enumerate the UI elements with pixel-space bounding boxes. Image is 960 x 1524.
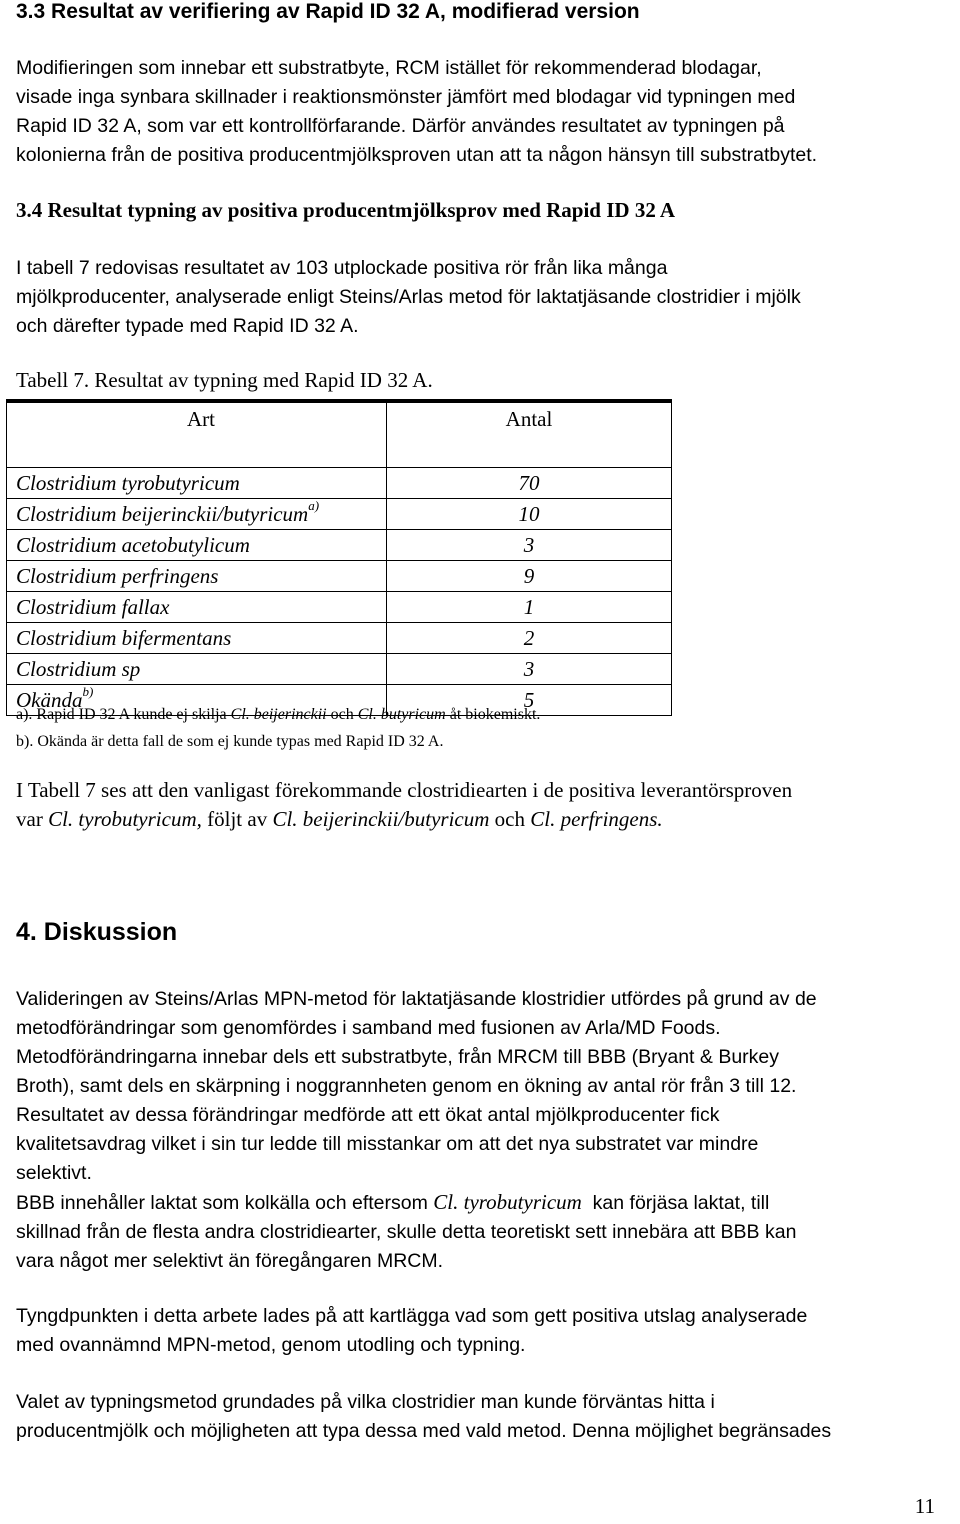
results-table <box>6 399 672 716</box>
species-cell: Clostridium acetobutylicum <box>7 530 387 561</box>
text-line: I tabell 7 redovisas resultatet av 103 utplockade positiva rör från lika många <box>16 257 668 279</box>
text-line: skillnad från de flesta andra clostridiearter, skulle detta teoretiskt sett innebära att BBB kan <box>16 1221 797 1243</box>
text-line: och därefter typade med Rapid ID 32 A. <box>16 315 359 337</box>
page-number: 11 <box>914 1494 935 1518</box>
table-row <box>7 623 672 654</box>
header-antal: Antal <box>387 401 672 468</box>
table-row <box>7 654 672 685</box>
text-line: Valideringen av Steins/Arlas MPN-metod för laktatjäsande klostridier utfördes på grund av de <box>16 988 817 1010</box>
count-cell: 70 <box>387 468 672 499</box>
text-line: producentmjölk och möjligheten att typa dessa med vald metod. Denna möjlighet begränsades <box>16 1420 832 1442</box>
text-line: Valet av typningsmetod grundades på vilka clostridier man kunde förväntas hitta i <box>16 1391 715 1413</box>
text-line: metodförändringar som genomfördes i samband med fusionen av Arla/MD Foods. <box>16 1017 721 1039</box>
count-cell: 5 <box>387 685 672 716</box>
section-3-4-paragraph <box>16 254 801 341</box>
section-3-3-heading: 3.3 Resultat av verifiering av Rapid ID 32 A, modifierad version <box>16 0 640 23</box>
table-note-a: a). Rapid ID 32 A kunde ej skilja Cl. beijerinckii och Cl. butyricum åt biokemiskt. <box>16 706 541 723</box>
text-line: Metodförändringarna innebar dels ett substratbyte, från MRCM till BBB (Bryant & Burkey <box>16 1046 780 1068</box>
table-row <box>7 561 672 592</box>
species-cell: Clostridium bifermentans <box>7 623 387 654</box>
table-caption: Tabell 7. Resultat av typning med Rapid ID 32 A. <box>16 368 433 392</box>
count-cell: 3 <box>387 530 672 561</box>
text-line: visade inga synbara skillnader i reaktionsmönster jämfört med blodagar vid typningen med <box>16 86 796 108</box>
table-note-b: b). Okända är detta fall de som ej kunde typas med Rapid ID 32 A. <box>16 733 444 750</box>
species-cell: Clostridium fallax <box>7 592 387 623</box>
table-row <box>7 592 672 623</box>
table-row <box>7 468 672 499</box>
text-line: selektivt. <box>16 1162 92 1184</box>
discussion-paragraph-1 <box>16 985 817 1276</box>
text-line: kvalitetsavdrag vilket i sin tur ledde till misstankar om att det nya substratet var mindre <box>16 1133 759 1155</box>
discussion-paragraph-2 <box>16 1302 807 1360</box>
species-cell: Clostridium beijerinckii/butyricum$^{a)}$ <box>7 499 387 530</box>
summary-paragraph <box>16 776 792 834</box>
section-4-heading: 4. Diskussion <box>16 918 178 946</box>
text-line: mjölkproducenter, analyserade enligt Steins/Arlas metod för laktatjäsande clostridier i mjölk <box>16 286 801 308</box>
text-line: Modifieringen som innebar ett substratbyte, RCM istället för rekommenderad blodagar, <box>16 57 762 79</box>
count-cell: 3 <box>387 654 672 685</box>
header-art: Art <box>7 401 387 468</box>
text-line: I Tabell 7 ses att den vanligast förekommande clostridiearten i de positiva leverantörsproven <box>16 778 793 802</box>
count-cell: 9 <box>387 561 672 592</box>
text-line: Rapid ID 32 A, som var ett kontrollförfarande. Därför användes resultatet av typningen på <box>16 115 785 137</box>
text-line: var Cl. tyrobutyricum, följt av Cl. beijerinckii/butyricum och Cl. perfringens. <box>16 807 663 831</box>
text-line: kolonierna från de positiva producentmjölksproven utan att ta någon hänsyn till substratbytet. <box>16 144 818 166</box>
count-cell: 1 <box>387 592 672 623</box>
table-header-row <box>7 401 672 468</box>
species-cell: Clostridium tyrobutyricum <box>7 468 387 499</box>
text-line: BBB innehåller laktat som kolkälla och eftersom Cl. tyrobutyricum kan förjäsa laktat, till <box>16 1190 770 1214</box>
text-line: Broth), samt dels en skärpning i noggrannheten genom en ökning av antal rör från 3 till 12. <box>16 1075 797 1097</box>
species-cell: Clostridium sp <box>7 654 387 685</box>
count-cell: 10 <box>387 499 672 530</box>
section-3-4-heading: 3.4 Resultat typning av positiva producentmjölksprov med Rapid ID 32 A <box>16 198 676 222</box>
discussion-paragraph-3 <box>16 1388 831 1446</box>
text-line: vara något mer selektivt än föregångaren MRCM. <box>16 1250 444 1272</box>
text-line: med ovannämnd MPN-metod, genom utodling och typning. <box>16 1334 526 1356</box>
species-cell: Clostridium perfringens <box>7 561 387 592</box>
section-3-3-paragraph <box>16 54 817 170</box>
table-row <box>7 530 672 561</box>
species-cell: Okända$^{b)}$ <box>7 685 387 716</box>
table-row <box>7 499 672 530</box>
count-cell: 2 <box>387 623 672 654</box>
text-line: Tyngdpunkten i detta arbete lades på att kartlägga vad som gett positiva utslag analyserade <box>16 1305 808 1327</box>
text-line: Resultatet av dessa förändringar medförde att ett ökat antal mjölkproducenter fick <box>16 1104 720 1126</box>
